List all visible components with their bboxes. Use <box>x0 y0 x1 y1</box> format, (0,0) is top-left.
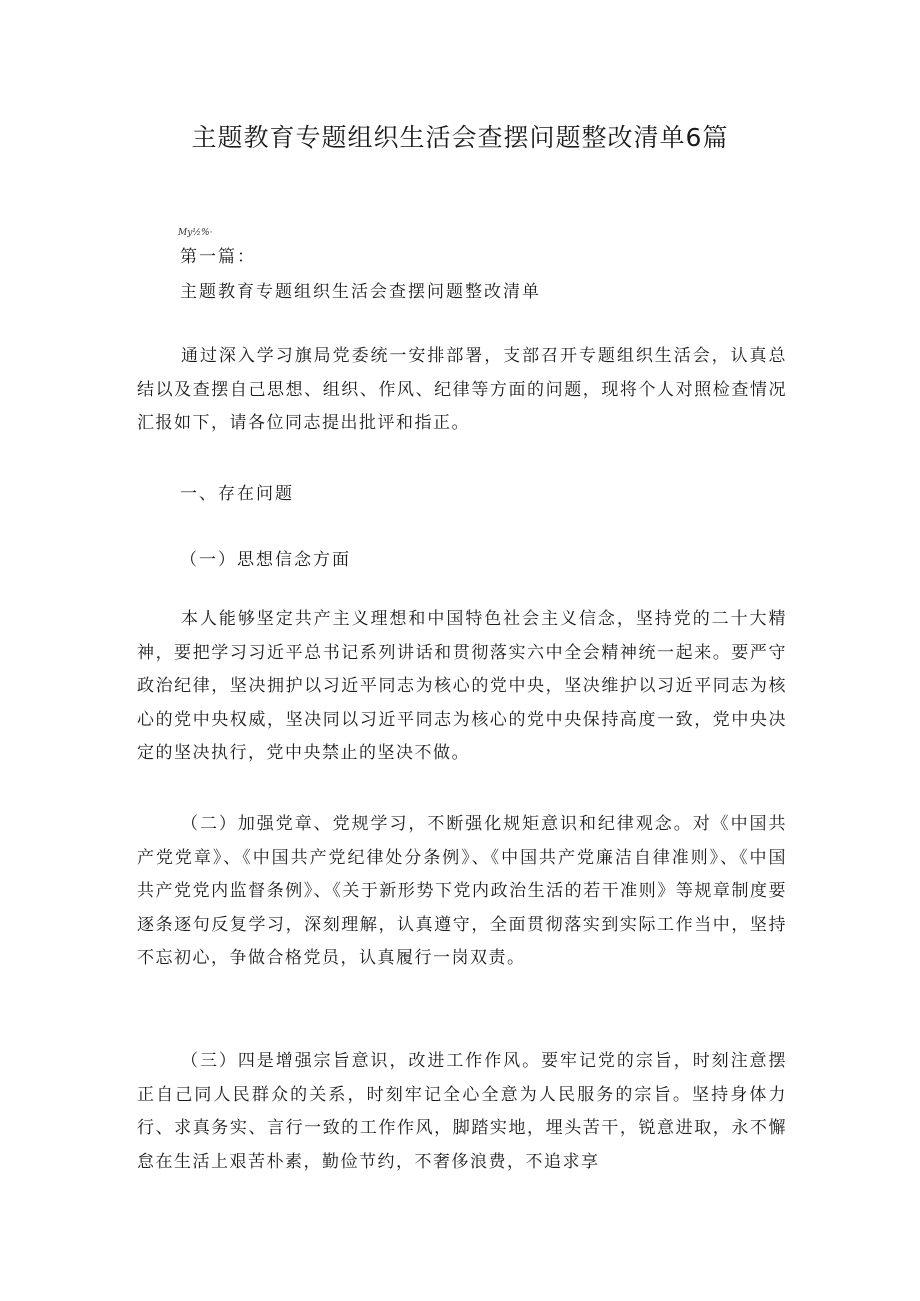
sub-heading: （一）思想信念方面 <box>180 550 351 570</box>
part-subtitle: 主题教育专题组织生活会查摆问题整改清单 <box>180 282 541 302</box>
body-paragraph-2: （二）加强党章、党规学习，不断强化规矩意识和纪律观念。对《中国共产党党章》、《中国共产党纪律处分条例》、《中国共产党廉洁自律准则》、《中国共产党党内监督条例》、《关于新形势下党内政治生活的若干准则》等规章制度要逐条逐句反复学习，深刻理解，认真遵守，全面贯彻落实到实际工作当中，坚持不忘初心，争做合格党员，认真履行一岗双责。 <box>137 814 787 968</box>
intro-paragraph: 通过深入学习旗局党委统一安排部署，支部召开专题组织生活会，认真总结以及查摆自己思想、组织、作风、纪律等方面的问题，现将个人对照检查情况汇报如下，请各位同志提出批评和指正。 <box>137 346 787 433</box>
body-paragraph-1: 本人能够坚定共产主义理想和中国特色社会主义信念，坚持党的二十大精神，要把学习习近平总书记系列讲话和贯彻落实六中全会精神统一起来。要严守政治纪律，坚决拥护以习近平同志为核心的党中央，坚决维护以习近平同志为核心的党中央权威，坚决同以习近平同志为核心的党中央保持高度一致，党中央决定的坚决执行，党中央禁止的坚决不做。 <box>137 609 787 763</box>
scan-mark: My½%· <box>178 228 213 238</box>
body-paragraph-3: （三）四是增强宗旨意识，改进工作作风。要牢记党的宗旨，时刻注意摆正自己同人民群众的关系，时刻牢记全心全意为人民服务的宗旨。坚持身体力行、求真务实、言行一致的工作作风，脚踏实地，埋头苦干，锐意进取，永不懈怠在生活上艰苦朴素，勤俭节约，不奢侈浪费，不追求享 <box>137 1051 787 1172</box>
document-title: 主题教育专题组织生活会查摆问题整改清单6篇 <box>191 123 729 152</box>
part-label: 第一篇： <box>180 247 256 267</box>
section-heading: 一、存在问题 <box>180 484 294 504</box>
